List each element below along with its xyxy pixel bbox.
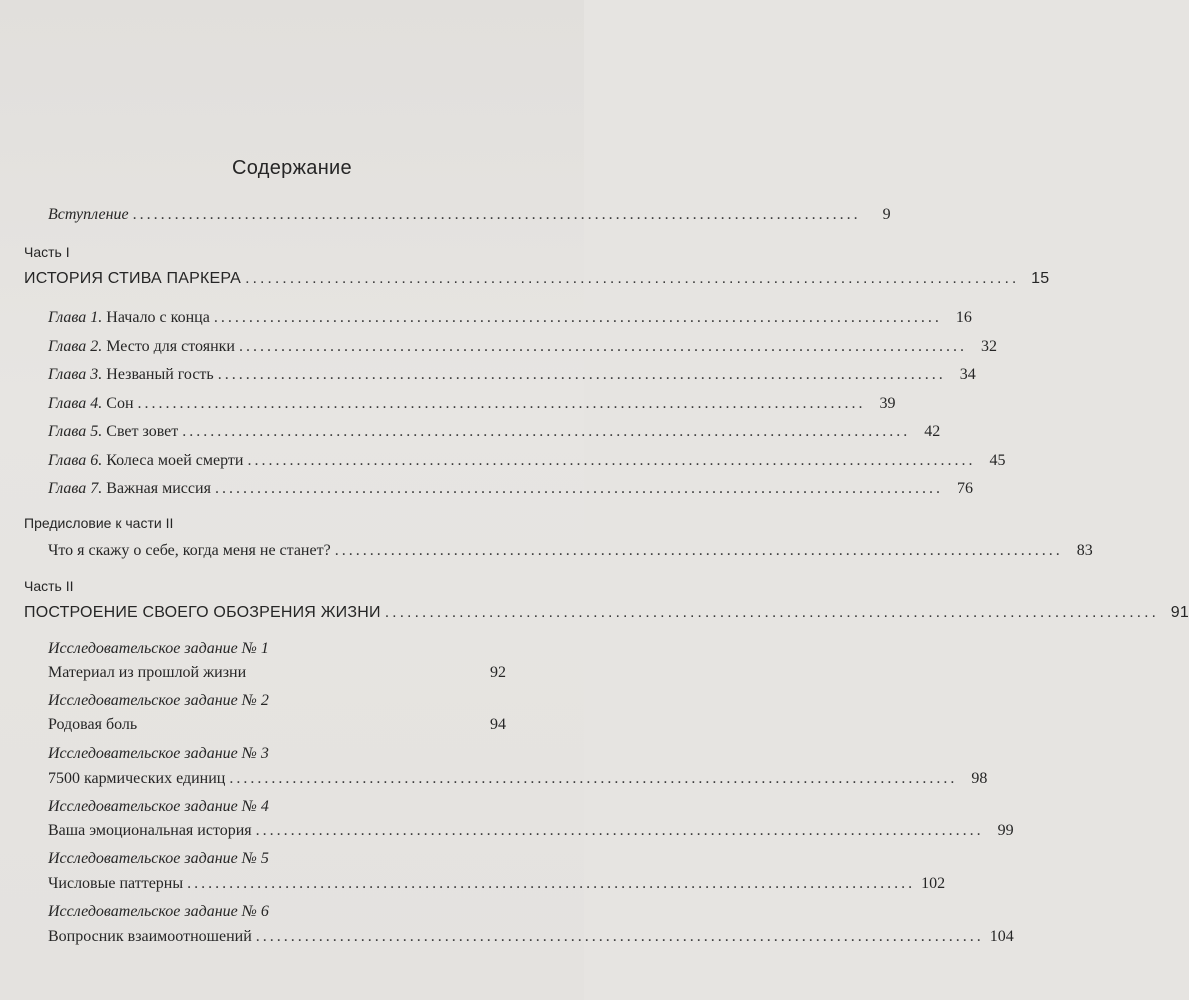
task-entry <box>48 716 506 738</box>
task-entry <box>48 875 946 897</box>
chapter-entry <box>48 423 941 445</box>
toc-heading: Содержание <box>232 157 352 179</box>
chapter-title: Место для стоянки <box>106 338 235 355</box>
task-entry <box>48 928 1014 950</box>
leader-dots: ........................................................................................................ <box>214 480 943 497</box>
task-page: 99 <box>997 822 1014 839</box>
task-title: Материал из прошлой жизни <box>48 664 247 681</box>
part1-page: 15 <box>1031 270 1050 287</box>
part2-page: 91 <box>1170 604 1189 621</box>
chapter-prefix: Глава 1. <box>48 309 103 326</box>
part2-label: Часть II <box>24 578 74 594</box>
leader-dots: ........................................................................................................ <box>334 542 1063 559</box>
chapter-page: 76 <box>956 480 973 497</box>
part2-title: ПОСТРОЕНИЕ СВОЕГО ОБОЗРЕНИЯ ЖИЗНИ <box>24 604 381 621</box>
chapter-page: 39 <box>879 395 896 412</box>
leader-dots: ........................................................................................................ <box>247 452 976 469</box>
toc-entry-part1 <box>24 270 1050 292</box>
leader-dots: ........................................................................................................ <box>229 770 958 787</box>
leader-dots: ........................................................................................................ <box>137 395 866 412</box>
chapter-title: Важная миссия <box>106 480 211 497</box>
leader-dots: ........................................................................................................ <box>255 822 984 839</box>
task-title: Ваша эмоциональная история <box>48 822 252 839</box>
task-heading: Исследовательское задание № 5 <box>48 850 269 867</box>
leader-dots: ........................................................................................................ <box>187 875 916 892</box>
chapter-prefix: Глава 2. <box>48 338 103 355</box>
task-heading: Исследовательское задание № 1 <box>48 640 269 657</box>
task-heading: Исследовательское задание № 2 <box>48 692 269 709</box>
chapter-entry <box>48 366 976 388</box>
task-title: Вопросник взаимоотношений <box>48 928 252 945</box>
chapter-page: 32 <box>980 338 997 355</box>
chapter-title: Начало с конца <box>106 309 210 326</box>
chapter-prefix: Глава 3. <box>48 366 103 383</box>
preface2-page: 83 <box>1076 542 1093 559</box>
leader-dots: ........................................................................................................ <box>213 309 942 326</box>
part1-title: ИСТОРИЯ СТИВА ПАРКЕРА <box>24 270 242 287</box>
task-entry <box>48 664 506 686</box>
task-title: Родовая боль <box>48 716 138 733</box>
chapter-title: Сон <box>106 395 134 412</box>
task-page: 98 <box>971 770 988 787</box>
chapter-entry <box>48 395 896 417</box>
task-title: Числовые паттерны <box>48 875 184 892</box>
chapter-prefix: Глава 6. <box>48 452 103 469</box>
preface2-label: Предисловие к части II <box>24 515 174 531</box>
chapter-entry <box>48 309 972 331</box>
chapter-entry <box>48 338 997 360</box>
toc-entry-preface2 <box>48 542 1093 564</box>
leader-dots: ........................................................................................................ <box>217 366 946 383</box>
chapter-prefix: Глава 7. <box>48 480 103 497</box>
task-entry <box>48 770 988 792</box>
chapter-title: Свет зовет <box>106 423 179 440</box>
task-page: 92 <box>490 664 506 681</box>
toc-entry-intro <box>48 206 891 228</box>
intro-label: Вступление <box>48 206 129 223</box>
chapter-entry <box>48 452 1006 474</box>
task-heading: Исследовательское задание № 3 <box>48 745 269 762</box>
preface2-title: Что я скажу о себе, когда меня не станет? <box>48 542 331 559</box>
leader-dots: ........................................................................................................ <box>238 338 967 355</box>
chapter-page: 16 <box>955 309 972 326</box>
leader-dots: ........................................................................................................ <box>182 423 911 440</box>
leader-dots: ........................................................................................................ <box>384 604 1159 621</box>
task-heading: Исследовательское задание № 4 <box>48 798 269 815</box>
chapter-prefix: Глава 5. <box>48 423 103 440</box>
intro-page: 9 <box>882 206 891 223</box>
chapter-title: Незваный гость <box>106 366 214 383</box>
chapter-title: Колеса моей смерти <box>106 452 244 469</box>
chapter-page: 45 <box>989 452 1006 469</box>
task-title: 7500 кармических единиц <box>48 770 226 787</box>
chapter-page: 42 <box>924 423 941 440</box>
chapter-entry <box>48 480 973 502</box>
chapter-page: 34 <box>959 366 976 383</box>
leader-dots: ........................................................................................................ <box>255 928 984 945</box>
leader-dots: ........................................................................................................ <box>245 270 1020 287</box>
task-entry <box>48 822 1014 844</box>
task-heading: Исследовательское задание № 6 <box>48 903 269 920</box>
chapter-prefix: Глава 4. <box>48 395 103 412</box>
toc-entry-part2 <box>24 604 1189 626</box>
part1-label: Часть I <box>24 244 70 260</box>
task-page: 104 <box>989 928 1014 945</box>
task-page: 102 <box>921 875 946 892</box>
task-page: 94 <box>490 716 506 733</box>
leader-dots: ........................................................................................................ <box>132 206 861 223</box>
